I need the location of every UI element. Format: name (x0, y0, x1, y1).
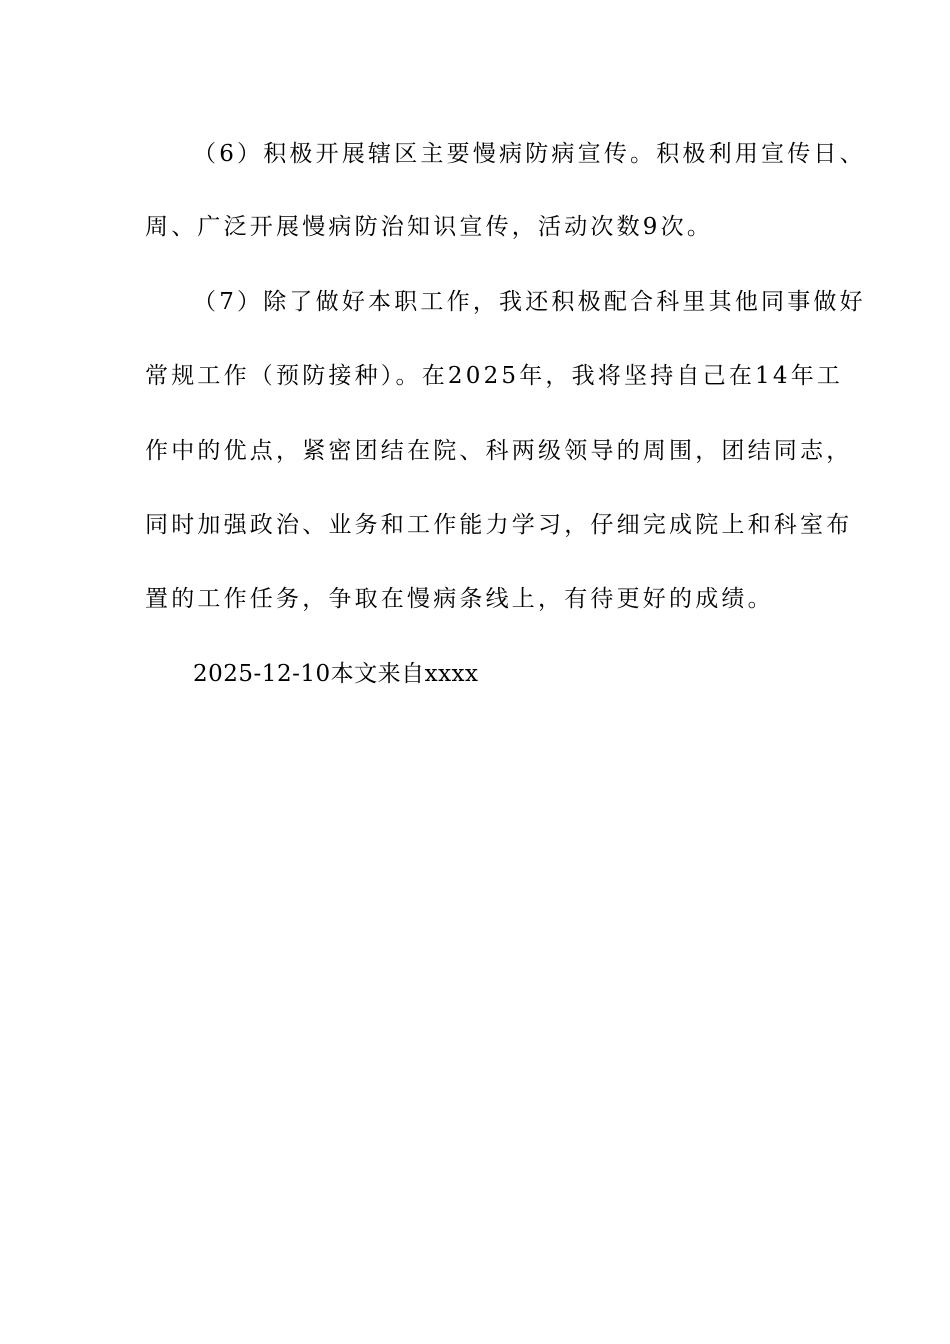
paragraph-7-line-2: 常规工作（预防接种）。在2025年，我将坚持自己在14年工 (145, 363, 844, 389)
paragraph-7-line-3: 作中的优点，紧密团结在院、科两级领导的周围，团结同志， (145, 438, 853, 464)
paragraph-7-line-4: 同时加强政治、业务和工作能力学习，仔细完成院上和科室布 (145, 512, 853, 538)
paragraph-6-line-2: 周、广泛开展慢病防治知识宣传，活动次数9次。 (145, 214, 714, 240)
paragraph-6-line-1: （6）积极开展辖区主要慢病防病宣传。积极利用宣传日、 (193, 141, 866, 167)
footer-date-source: 2025-12-10本文来自xxxx (193, 661, 479, 687)
paragraph-7-line-5: 置的工作任务，争取在慢病条线上，有待更好的成绩。 (145, 586, 774, 612)
paragraph-7-line-1: （7）除了做好本职工作，我还积极配合科里其他同事做好 (193, 289, 866, 315)
